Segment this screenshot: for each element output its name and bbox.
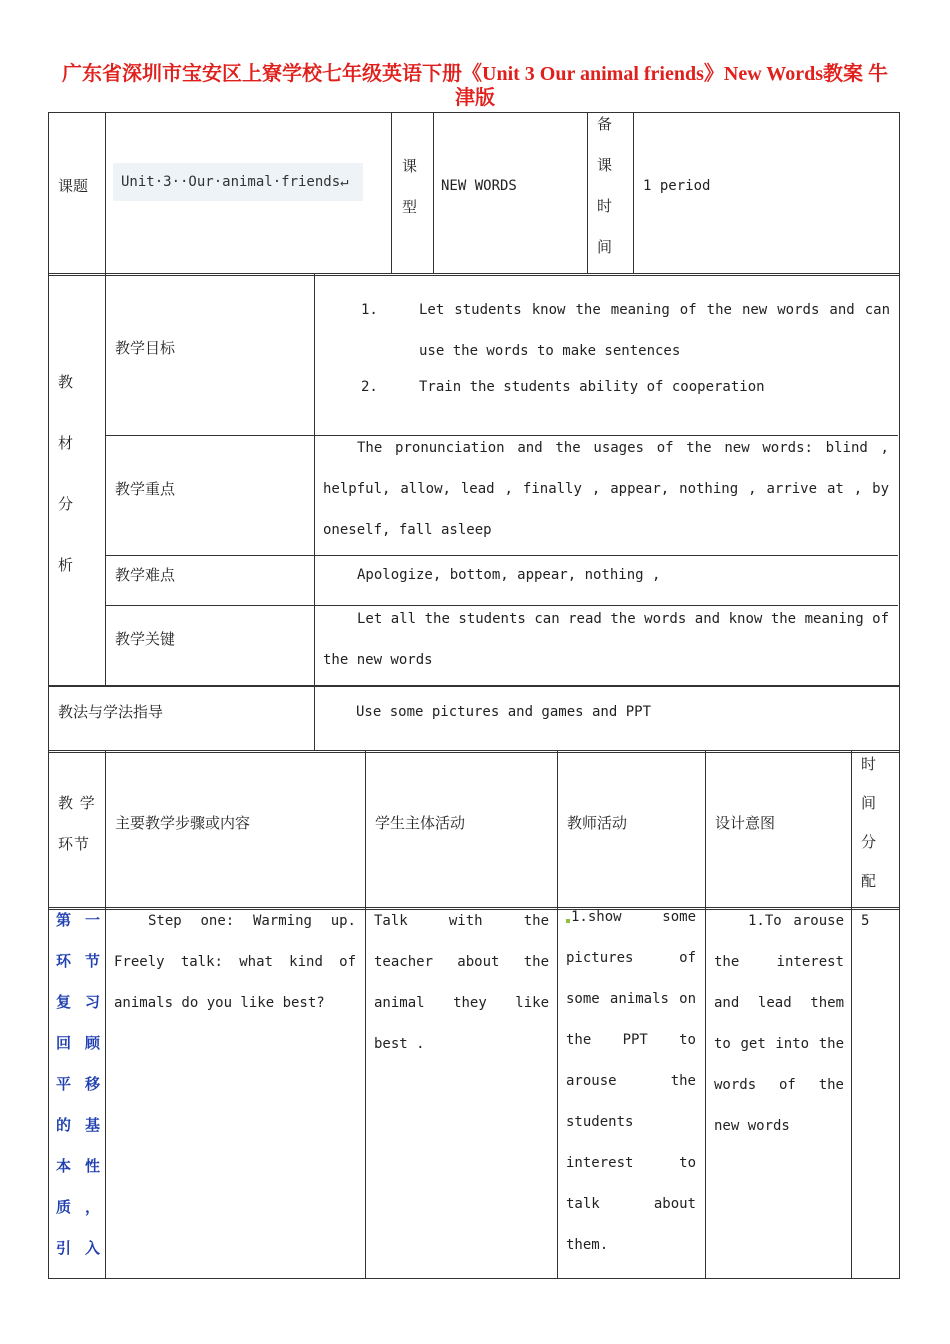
process-stage-header: 教 学 环节 <box>58 794 96 853</box>
method-value: Use some pictures and games and PPT <box>356 704 652 720</box>
objective-2-number: 2. <box>361 379 378 395</box>
key-points-label: 教学重点 <box>115 480 176 498</box>
topic-value: Unit·3··Our·animal·friends↵ <box>121 174 349 190</box>
document-title: 广东省深圳市宝安区上寮学校七年级英语下册《Unit 3 Our animal friends》New Words教案 牛津版 <box>62 63 888 109</box>
type-value: NEW WORDS <box>441 178 517 194</box>
time-label: 备 课 时 间 <box>597 115 613 256</box>
process-time-header: 时 间 分 配 <box>861 755 877 890</box>
objective-2-text: Train the students ability of cooperation <box>419 379 765 395</box>
process-student-header: 学生主体活动 <box>375 814 466 832</box>
time-value: 1 period <box>643 178 711 194</box>
difficulties-text: Apologize, bottom, appear, nothing , <box>357 567 661 583</box>
objective-1-line1: Let students know the meaning of the new words and can <box>419 302 890 318</box>
key-focus-text: Let all the students can read the words and know the meaning of the new words <box>323 611 889 668</box>
objective-1-line2: use the words to make sentences <box>419 343 681 359</box>
process-row-stage: 第一 环节 复习 回顾 平移 的基 本性 质， 引入 <box>56 911 100 1257</box>
type-label: 课 型 <box>402 157 418 216</box>
method-label: 教法与学法指导 <box>58 703 164 721</box>
objectives-label: 教学目标 <box>115 339 176 357</box>
process-intent-header: 设计意图 <box>715 814 776 832</box>
analysis-section-label: 教 材 分 析 <box>58 373 74 574</box>
process-teacher-header: 教师活动 <box>567 814 628 832</box>
topic-label: 课题 <box>58 177 89 195</box>
process-row-student: Talk with the teacher about the animal they like best . <box>374 913 549 1052</box>
objective-1-number: 1. <box>361 302 378 318</box>
process-steps-header: 主要教学步骤或内容 <box>115 814 251 832</box>
process-row-steps: Step one: Warming up. Freely talk: what kind of animals do you like best? <box>114 913 356 1011</box>
topic-value-image <box>113 163 363 201</box>
process-row-teacher: 1.show some pictures of some animals on the PPT to arouse the students interest to talk about them. <box>566 909 696 1253</box>
process-row-intent: 1.To arouse the interest and lead them to get into the words of the new words <box>714 913 844 1134</box>
process-row-time: 5 <box>861 913 870 929</box>
difficulties-label: 教学难点 <box>115 566 176 584</box>
key-focus-label: 教学关键 <box>115 630 176 648</box>
key-points-text: The pronunciation and the usages of the new words: blind , helpful, allow, lead , finally , appear, nothing , arrive at , by oneself, fall asleep <box>323 440 889 538</box>
